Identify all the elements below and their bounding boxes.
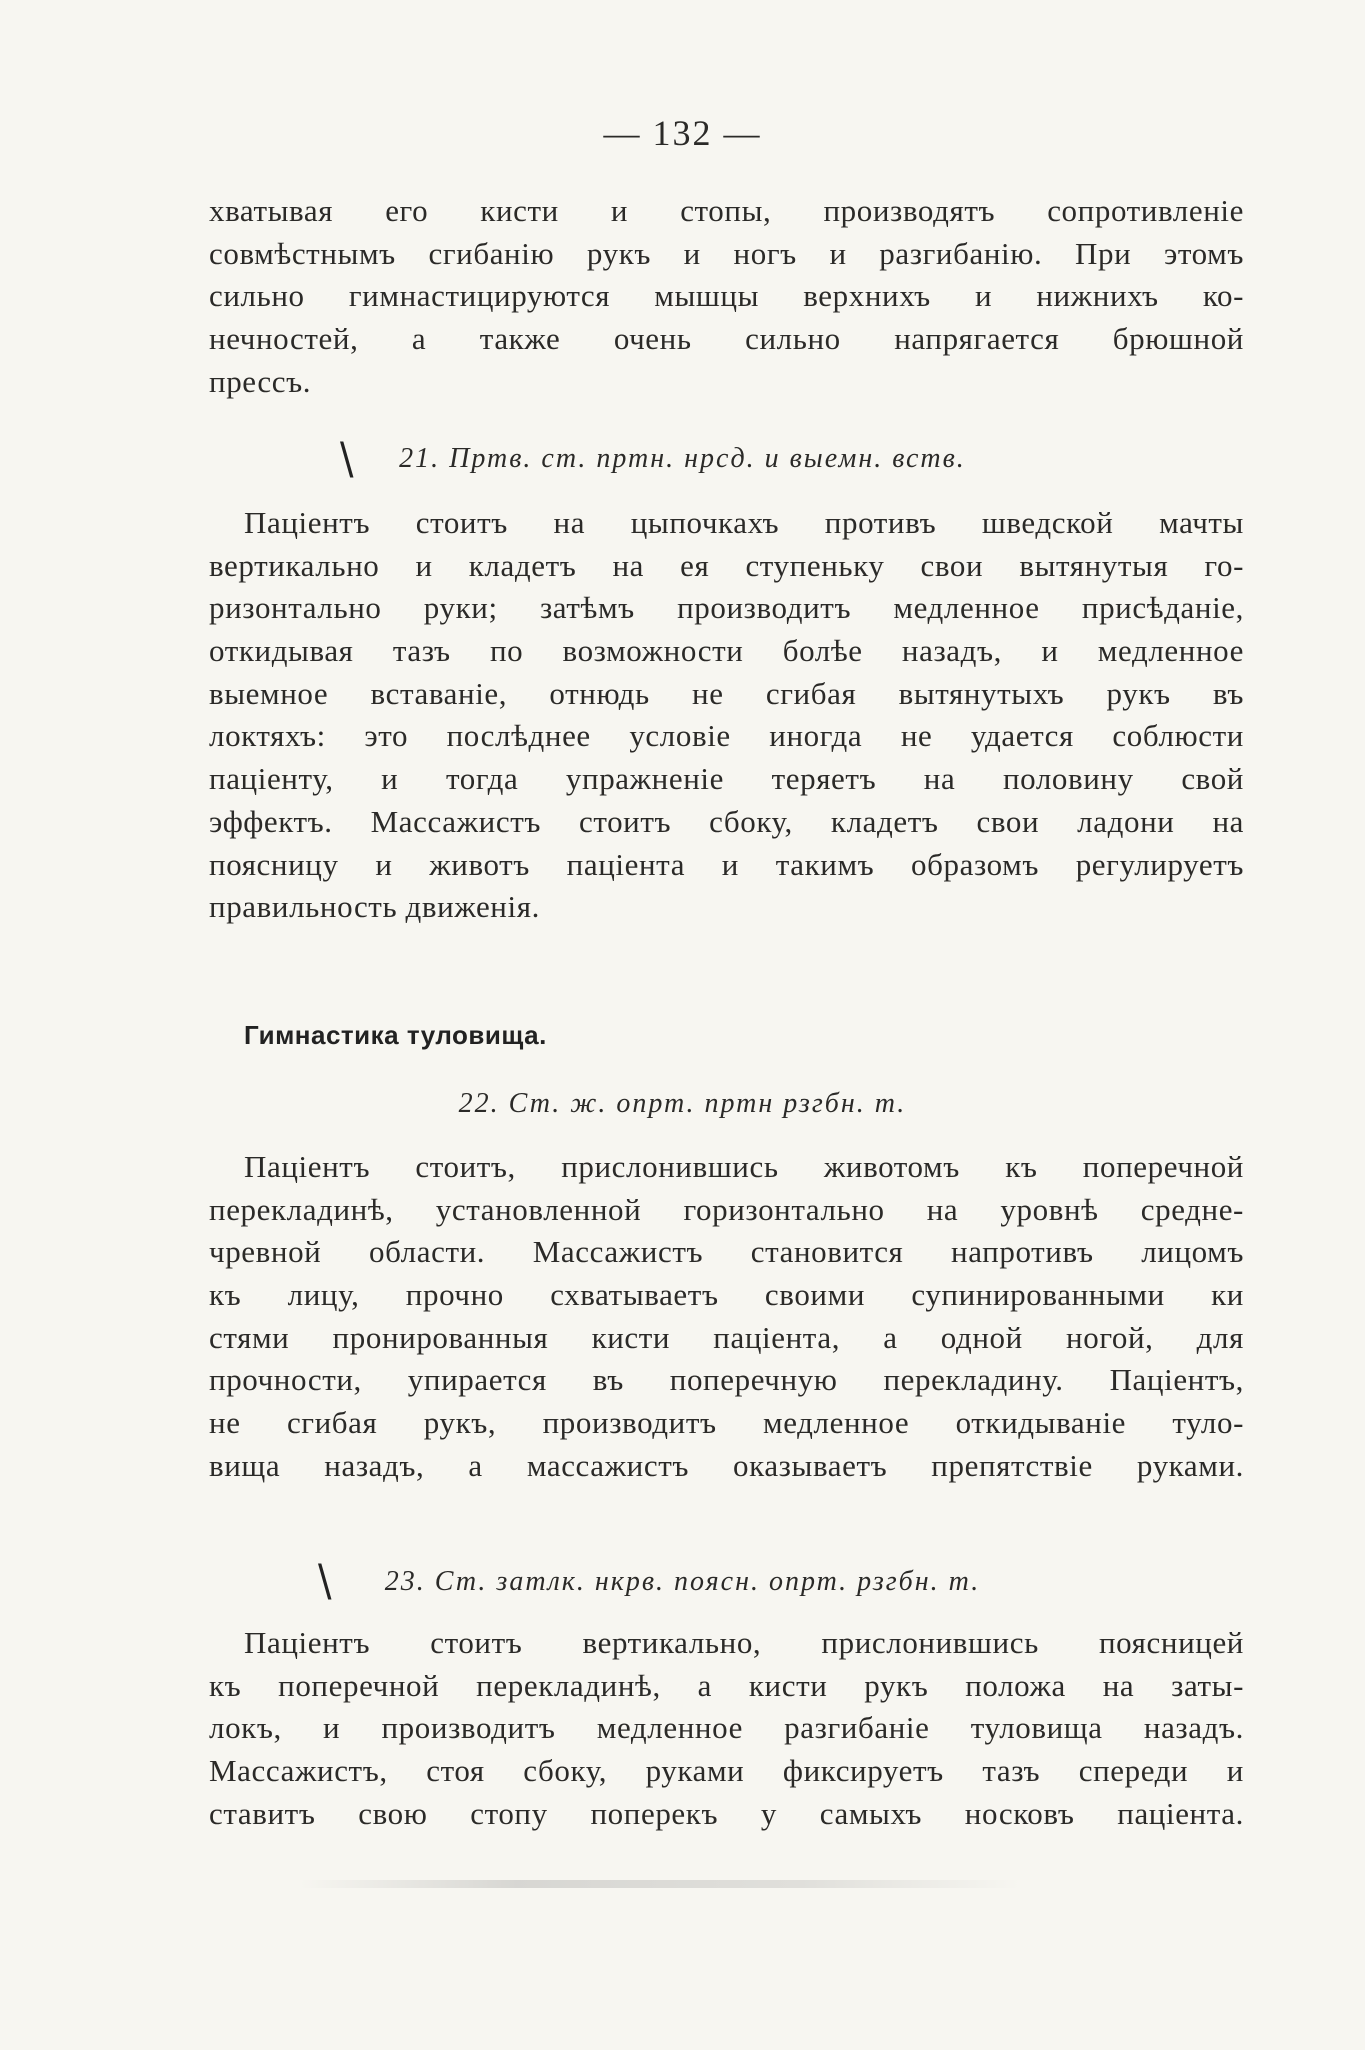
text-line: локъ, и производитъ медленное разгибаніе туловища назадъ. <box>209 1710 1244 1746</box>
exercise-21-paragraph <box>209 502 1244 929</box>
text-line: Массажистъ, стоя сбоку, руками фиксируетъ тазъ спереди и <box>209 1753 1244 1789</box>
text-line: Паціентъ стоитъ на цыпочкахъ противъ шведской мачты <box>244 505 1244 540</box>
text-line: прессъ. <box>209 363 312 399</box>
text-line: ставитъ свою стопу поперекъ у самыхъ носковъ паціента. <box>209 1795 1244 1831</box>
text-line: эффектъ. Массажистъ стоитъ сбоку, кладетъ свои ладони на <box>209 803 1244 839</box>
text-line: вища назадъ, а массажистъ оказываетъ препятствіе руками. <box>209 1447 1244 1483</box>
text-line: прочности, упирается въ поперечную перекладину. Паціентъ, <box>209 1362 1244 1398</box>
text-line: ризонтально руки; затѣмъ производитъ медленное присѣданіе, <box>209 590 1244 626</box>
text-line: вертикально и кладетъ на ея ступеньку свои вытянутыя го- <box>209 547 1244 583</box>
text-line: перекладинѣ, установленной горизонтально на уровнѣ средне- <box>209 1191 1244 1227</box>
text-line: къ поперечной перекладинѣ, а кисти рукъ положа на заты- <box>209 1667 1244 1703</box>
text-line: стями пронированныя кисти паціента, а одной ногой, для <box>209 1319 1244 1355</box>
exercise-22-heading: 22. Ст. ж. опрт. пртн рзгбн. т. <box>458 1088 907 1119</box>
page-number: — 132 — <box>603 113 762 153</box>
text-line: чревной области. Массажистъ становится напротивъ лицомъ <box>209 1234 1244 1270</box>
text-line: къ лицу, прочно схватываетъ своими супинированными ки <box>209 1277 1244 1313</box>
exercise-23-paragraph <box>209 1622 1244 1835</box>
text-line: нечностей, а также очень сильно напрягается брюшной <box>209 321 1244 357</box>
text-line: выемное вставаніе, отнюдь не сгибая вытянутыхъ рукъ въ <box>209 675 1244 711</box>
text-line: сильно гимнастицируются мышцы верхнихъ и нижнихъ ко- <box>209 278 1244 314</box>
continuation-paragraph <box>209 190 1244 403</box>
text-line: локтяхъ: это послѣднее условіе иногда не удается соблюсти <box>209 718 1244 754</box>
section-heading: Гимнастика туловища. <box>244 1020 547 1050</box>
text-line: Паціентъ стоитъ вертикально, прислонившись поясницей <box>244 1625 1244 1660</box>
exercise-21-heading: 21. Пртв. ст. пртн. нрсд. и выемн. вств. <box>399 443 966 474</box>
text-line: паціенту, и тогда упражненіе теряетъ на половину свой <box>209 761 1244 797</box>
text-line: правильность движенія. <box>209 889 540 925</box>
page-smudge <box>300 1880 1020 1888</box>
text-line: Паціентъ стоитъ, прислонившись животомъ къ поперечной <box>244 1149 1244 1184</box>
text-line: не сгибая рукъ, производитъ медленное откидываніе туло- <box>209 1405 1244 1441</box>
pencil-check-mark: \ <box>318 1555 332 1607</box>
text-line: совмѣстнымъ сгибанію рукъ и ногъ и разгибанію. При этомъ <box>209 235 1244 271</box>
exercise-23-heading: 23. Ст. затлк. нкрв. поясн. опрт. рзгбн. т. <box>384 1566 981 1597</box>
text-line: откидывая тазъ по возможности болѣе назадъ, и медленное <box>209 633 1244 669</box>
exercise-22-paragraph <box>209 1146 1244 1488</box>
text-line: хватывая его кисти и стопы, производятъ сопротивленіе <box>209 193 1244 228</box>
text-line: поясницу и животъ паціента и такимъ образомъ регулируетъ <box>209 846 1244 882</box>
pencil-check-mark: \ <box>340 433 354 485</box>
